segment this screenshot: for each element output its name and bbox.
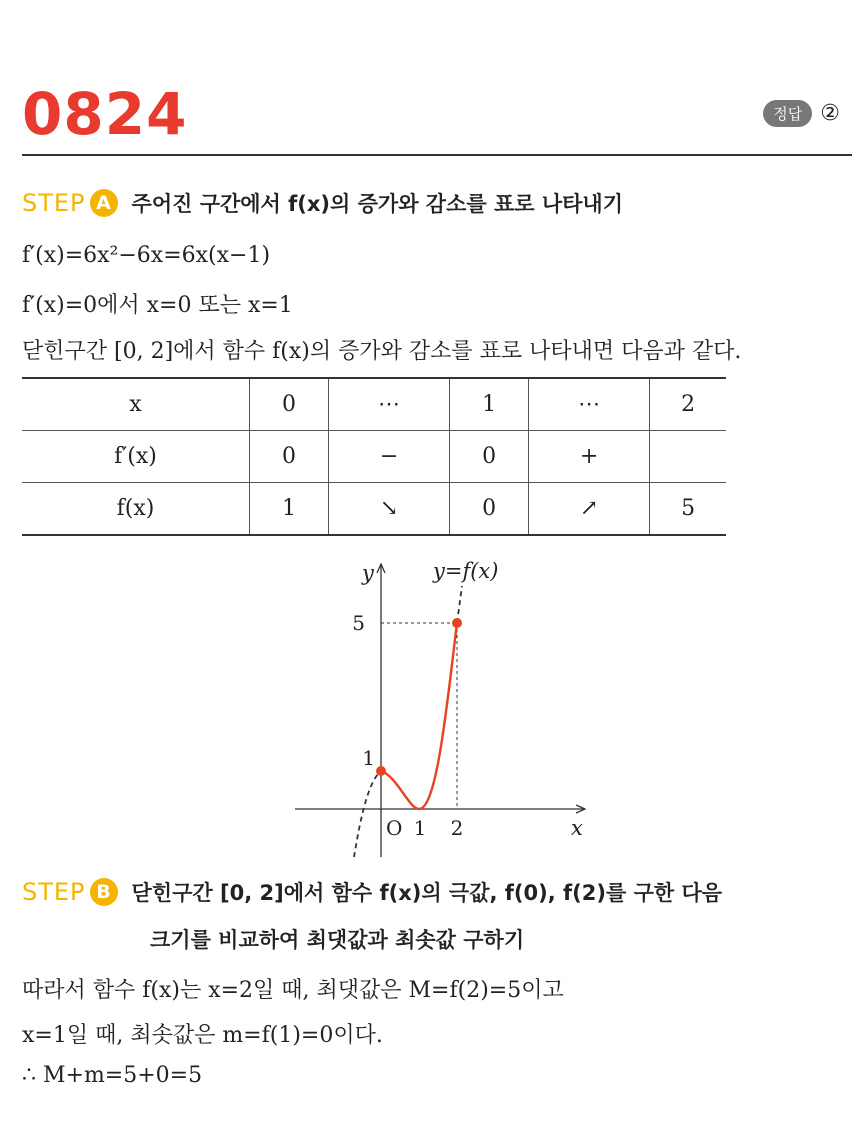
- table-cell: f′(x): [22, 431, 250, 483]
- step-b-word: STEP: [22, 878, 86, 906]
- table-cell: ⋯: [529, 378, 650, 431]
- y-tick-label: 1: [362, 746, 375, 770]
- step-a-title: 주어진 구간에서 f(x)의 증가와 감소를 표로 나타내기: [131, 192, 623, 216]
- curve-label: y=f(x): [433, 559, 499, 583]
- origin-label: O: [386, 816, 403, 840]
- answer-area: [763, 100, 840, 127]
- table-cell: −: [329, 431, 450, 483]
- table-row: [22, 378, 726, 431]
- table-cell: 5: [650, 483, 726, 536]
- table-cell: +: [529, 431, 650, 483]
- x-axis-label: x: [571, 816, 583, 840]
- table-row: [22, 431, 726, 483]
- table-cell: [650, 431, 726, 483]
- table-cell: 0: [450, 431, 529, 483]
- step-b-line-3: ∴ M+m=5+0=5: [22, 1063, 203, 1088]
- header-divider: [22, 154, 852, 156]
- function-graph: [285, 552, 595, 864]
- y-tick-label: 5: [352, 611, 365, 635]
- answer-badge: 정답: [763, 100, 812, 127]
- table-cell: 0: [250, 378, 329, 431]
- point-start: [376, 766, 386, 776]
- step-a-heading: [22, 188, 623, 218]
- table-cell: 1: [450, 378, 529, 431]
- table-cell: ↗: [529, 483, 650, 536]
- step-a-word: STEP: [22, 189, 86, 217]
- problem-number: 0824: [22, 80, 188, 148]
- step-b-title-line-2: 크기를 비교하여 최댓값과 최솟값 구하기: [150, 928, 525, 952]
- step-b-badge: B: [90, 878, 118, 906]
- step-a-line-3: 닫힌구간 [0, 2]에서 함수 f(x)의 증가와 감소를 표로 나타내면 다음과 같다.: [22, 339, 742, 364]
- table-cell: 1: [250, 483, 329, 536]
- point-end: [452, 618, 462, 628]
- step-b-line-1: 따라서 함수 f(x)는 x=2일 때, 최댓값은 M=f(2)=5이고: [22, 978, 564, 1003]
- table-cell: f(x): [22, 483, 250, 536]
- step-b-title-line-1: 닫힌구간 [0, 2]에서 함수 f(x)의 극값, f(0), f(2)를 구한 다음: [131, 881, 723, 905]
- x-tick-label: 2: [450, 816, 464, 840]
- function-curve: [381, 623, 457, 809]
- curve-right-extension: [457, 586, 462, 623]
- curve-left-extension: [354, 771, 381, 857]
- table-row: [22, 483, 726, 536]
- table-cell: ↘: [329, 483, 450, 536]
- step-a-line-1: f′(x)=6x²−6x=6x(x−1): [22, 243, 271, 268]
- answer-value: ②: [820, 101, 840, 126]
- x-tick-label: 1: [413, 816, 427, 840]
- table-cell: 0: [250, 431, 329, 483]
- table-cell: ⋯: [329, 378, 450, 431]
- step-b-line-2: x=1일 때, 최솟값은 m=f(1)=0이다.: [22, 1023, 383, 1048]
- step-a-line-2: f′(x)=0에서 x=0 또는 x=1: [22, 293, 293, 318]
- table-cell: 0: [450, 483, 529, 536]
- table-cell: x: [22, 378, 250, 431]
- table-cell: 2: [650, 378, 726, 431]
- variation-table: [22, 377, 726, 536]
- y-axis-label: y: [362, 561, 374, 585]
- step-b-heading: [22, 877, 722, 907]
- step-a-badge: A: [90, 189, 118, 217]
